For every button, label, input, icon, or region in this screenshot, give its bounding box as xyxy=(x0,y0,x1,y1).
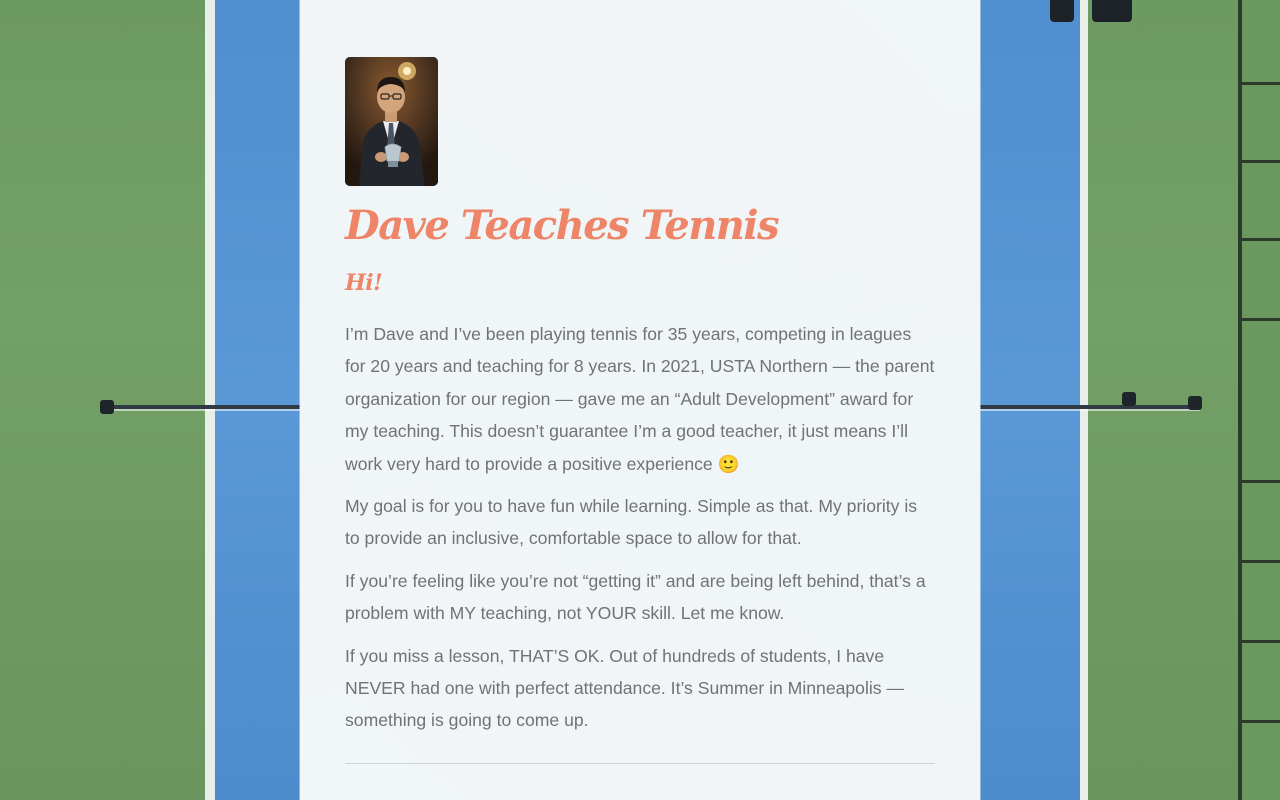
court-green-edge xyxy=(1242,0,1280,800)
site-title: Dave Teaches Tennis xyxy=(345,202,779,249)
fence-tick xyxy=(1240,318,1280,321)
greeting-heading: Hi! xyxy=(345,270,383,296)
net-post-icon xyxy=(1122,392,1136,406)
intro-paragraph-1: I’m Dave and I’ve been playing tennis for 35 years, competing in leagues for 20 years and teaching for 8 years. In 2021, USTA Northern — the parent organization for our region — gave me an “Adult Development” award for my teaching. This doesn’t guarantee I’m a good teacher, it just means I’ll work very hard to provide a positive experience 🙂 xyxy=(345,324,935,474)
court-sideline-right xyxy=(1080,0,1088,800)
court-bench-icon xyxy=(1050,0,1074,22)
fence-tick xyxy=(1240,640,1280,643)
court-blue-left xyxy=(215,0,300,800)
intro-paragraph-4: If you miss a lesson, THAT’S OK. Out of hundreds of students, I have NEVER had one with perfect attendance. It’s Summer in Minneapolis — something is going to come up. xyxy=(345,645,905,731)
net-post-icon xyxy=(1188,396,1202,410)
fence-tick xyxy=(1240,720,1280,723)
court-green-right xyxy=(1088,0,1238,800)
intro-paragraph-3: If you’re feeling like you’re not “getting it” and are being left behind, that’s a problem with MY teaching, not YOUR skill. Let me know. xyxy=(345,570,926,624)
court-bench-icon xyxy=(1092,0,1132,22)
fence-tick xyxy=(1240,160,1280,163)
content-body xyxy=(345,57,935,772)
profile-photo-icon xyxy=(345,57,438,186)
fence-tick xyxy=(1240,238,1280,241)
fence-tick xyxy=(1240,82,1280,85)
fence-tick xyxy=(1240,560,1280,563)
court-blue-right xyxy=(980,0,1080,800)
profile-photo xyxy=(345,57,438,186)
section-divider xyxy=(345,763,935,764)
tennis-net-right xyxy=(980,405,1200,409)
tennis-net-left xyxy=(100,405,300,409)
content-card xyxy=(300,0,980,800)
court-sideline-left xyxy=(205,0,215,800)
net-post-icon xyxy=(100,400,114,414)
intro-paragraph-2: My goal is for you to have fun while learning. Simple as that. My priority is to provide an inclusive, comfortable space to allow for that. xyxy=(345,496,918,549)
fence-tick xyxy=(1240,480,1280,483)
